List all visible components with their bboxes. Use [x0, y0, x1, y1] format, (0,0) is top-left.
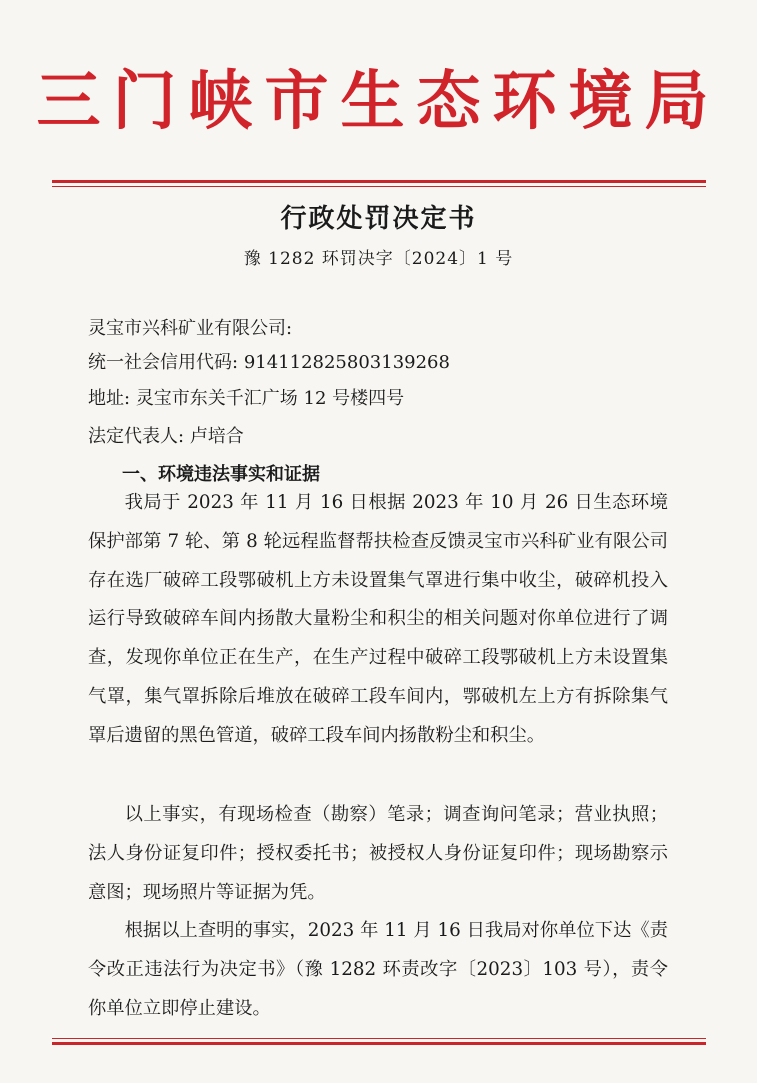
paragraph-facts: 我局于 2023 年 11 月 16 日根据 2023 年 10 月 26 日生态环境保护部第 7 轮、第 8 轮远程监督帮扶检查反馈灵宝市兴科矿业有限公司存在选厂破碎工段鄂破机上方未设置集气罩进行集中收尘，破碎机投入运行导致破碎车间内扬散大量粉尘和积尘的相关问题对你单位进行了调查，发现你单位正在生产，在生产过程中破碎工段鄂破机上方未设置集气罩，集气罩拆除后堆放在破碎工段车间内，鄂破机左上方有拆除集气罩后遗留的黑色管道，破碎工段车间内扬散粉尘和积尘。 — [88, 492, 668, 746]
masthead-title: 三门峡市生态环境局 — [36, 64, 721, 139]
paragraph-evidence: 以上事实，有现场检查（勘察）笔录；调查询问笔录；营业执照；法人身份证复印件；授权委托书；被授权人身份证复印件；现场勘察示意图；现场照片等证据为凭。 — [88, 804, 668, 903]
header-rule-thick — [52, 180, 706, 183]
header-rule-thin — [52, 186, 706, 187]
legal-rep-value: 卢培合 — [189, 426, 244, 447]
section-heading: 一、环境违法事实和证据 — [122, 464, 320, 485]
credit-code-label: 统一社会信用代码: — [88, 352, 239, 373]
footer-rule-thick — [52, 1042, 706, 1045]
recipient-company: 灵宝市兴科矿业有限公司: — [88, 318, 293, 339]
footer-rule-thin — [52, 1038, 706, 1039]
document-title: 行政处罚决定书 — [280, 204, 477, 234]
paragraph-order: 根据以上查明的事实，2023 年 11 月 16 日我局对你单位下达《责令改正违法行为决定书》（豫 1282 环责改字〔2023〕103 号），责令你单位立即停止建设。 — [88, 920, 668, 1019]
credit-code-value: 914112825803139268 — [243, 352, 450, 373]
address-line — [88, 384, 404, 410]
address-label: 地址: — [88, 388, 131, 409]
document-number: 豫 1282 环罚决字〔2024〕1 号 — [243, 249, 514, 269]
credit-code-line — [88, 348, 450, 374]
address-value: 灵宝市东关千汇广场 12 号楼四号 — [135, 388, 405, 409]
legal-rep-line — [88, 422, 244, 448]
legal-rep-label: 法定代表人: — [88, 426, 185, 447]
